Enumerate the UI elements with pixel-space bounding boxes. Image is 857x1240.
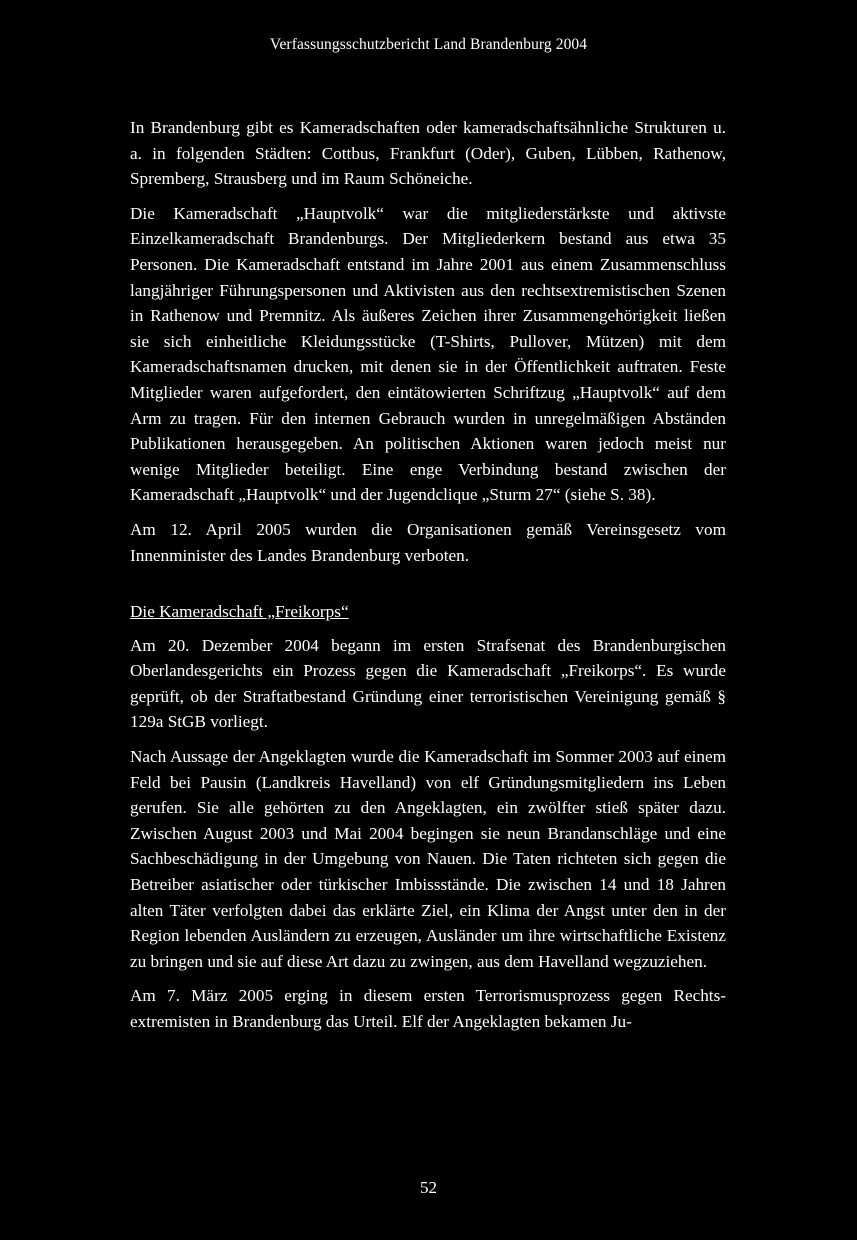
paragraph-trial: Am 20. Dezember 2004 begann im ersten Strafsenat des Brandenburgischen Oberlandesgerichts ein Prozess gegen die Kameradschaft „Freikorps“. Es wurde geprüft, ob der Straftatbestand Gründung einer terroristischen Vereinigung gemäß § 129a StGB vorliegt. [130,635,726,732]
document-body [130,115,726,1044]
paragraph-founding: Nach Aussage der Angeklagten wurde die Kameradschaft im Sommer 2003 auf einem Feld bei Pausin (Landkreis Havelland) von elf Gründungsmitgliedern ins Leben gerufen. Sie alle gehörten zu den Angeklagten, ein zwölfter stieß später dazu. Zwischen August 2003 und Mai 2004 begingen sie neun Brandanschläge und eine Sachbeschädigung in der Umgebung von Nauen. Die Taten richteten sich gegen die Betreiber asiatischer oder türkischer Imbissstände. Die zwischen 14 und 18 Jahren alten Täter verfolgten dabei das erklärte Ziel, ein Klima der Angst unter den in der Region lebenden Ausländern zu erzeugen, Ausländer um ihre wirtschaftliche Existenz zu bringen und sie auf diese Art dazu zu zwingen, aus dem Havelland wegzuziehen. [130,747,726,971]
running-header: Verfassungsschutzbericht Land Brandenburg 2004 [269,36,588,53]
paragraph-verdict: Am 7. März 2005 erging in diesem ersten Terrorismusprozess gegen Rechtsextremisten in Brandenburg das Urteil. Elf der Angeklagten bekamen Ju- [130,986,726,1031]
paragraph-hauptvolk: Die Kameradschaft „Hauptvolk“ war die mitgliederstärkste und aktivste Einzelkameradschaft Brandenburgs. Der Mitgliederkern bestand aus etwa 35 Personen. Die Kameradschaft entstand im Jahre 2001 aus einem Zusammenschluss langjähriger Führungspersonen und Aktivisten aus den rechtsextremistischen Szenen in Rathenow und Premnitz. Als äußeres Zeichen ihrer Zusammengehörigkeit ließen sie sich einheitliche Kleidungsstücke (T-Shirts, Pullover, Mützen) mit dem Kameradschaftsnamen drucken, mit denen sie in der Öffentlichkeit auftraten. Feste Mitglieder waren aufgefordert, den eintätowierten Schriftzug „Hauptvolk“ auf dem Arm zu tragen. Für den internen Gebrauch wurden in unregelmäßigen Abständen Publikationen herausgegeben. An politischen Aktionen waren jedoch meist nur wenige Mitglieder beteiligt. Eine enge Verbindung bestand zwischen der Kameradschaft „Hauptvolk“ und der Jugendclique „Sturm 27“ (siehe S. 38). [130,203,726,505]
paragraph-ban: Am 12. April 2005 wurden die Organisationen gemäß Vereinsgesetz vom Innenminister des Landes Brandenburg verboten. [130,519,726,565]
paragraph-cities: In Brandenburg gibt es Kameradschaften oder kameradschaftsähnliche Strukturen u. a. in folgenden Städten: Cottbus, Frankfurt (Oder), Guben, Lübben, Rathenow, Spremberg, Strausberg und im Raum Schöneiche. [130,118,726,189]
page-number: 52 [420,1178,437,1197]
section-heading-freikorps: Die Kameradschaft „Freikorps“ [130,602,349,622]
